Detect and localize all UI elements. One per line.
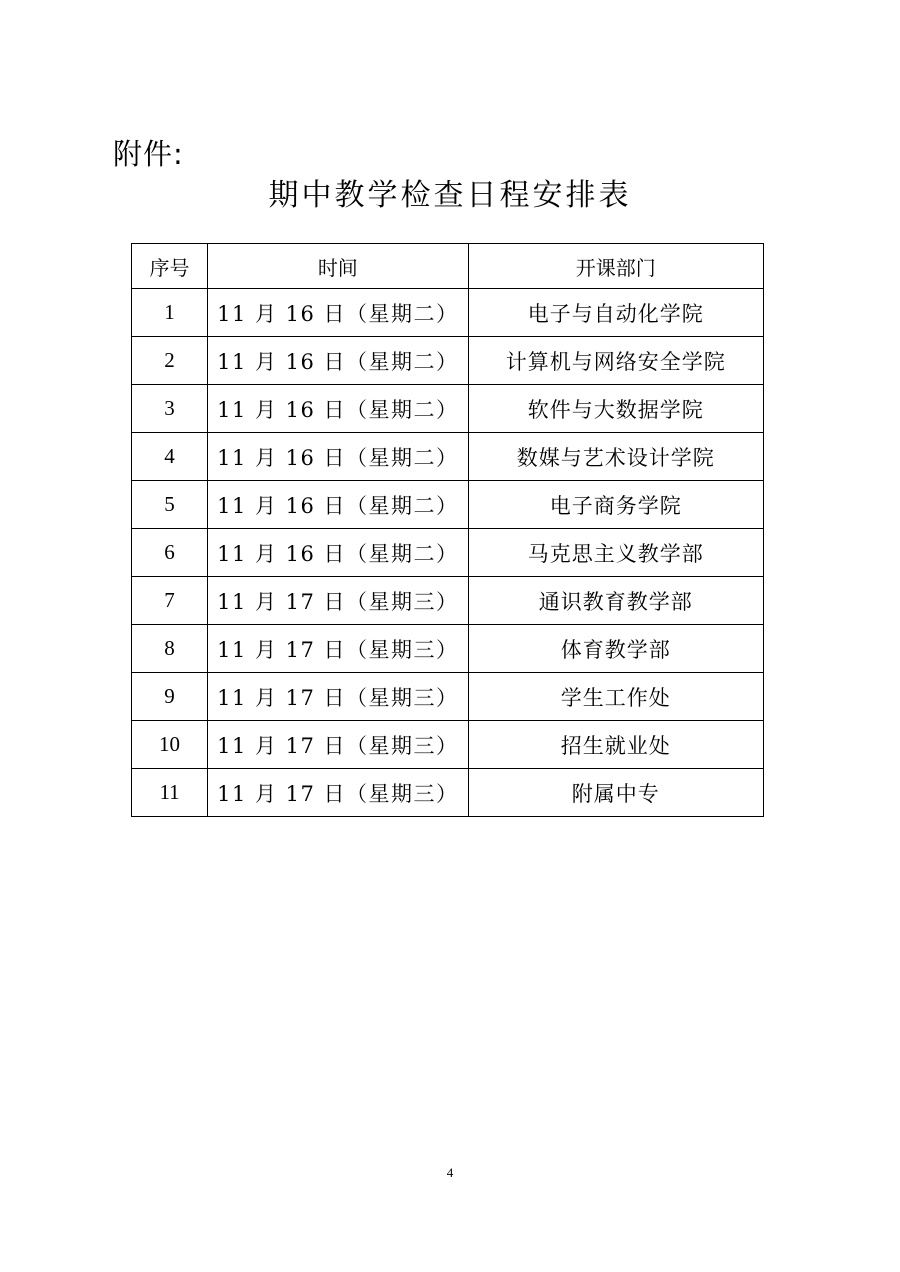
row-department: 计算机与网络安全学院	[468, 337, 763, 385]
row-no: 8	[132, 625, 208, 673]
row-time: 11 月 17 日（星期三）	[208, 721, 468, 769]
header-time: 时间	[208, 244, 468, 289]
table-header-row	[132, 244, 764, 289]
row-department: 数媒与艺术设计学院	[468, 433, 763, 481]
row-department: 软件与大数据学院	[468, 385, 763, 433]
table-row	[132, 289, 764, 337]
row-department: 电子商务学院	[468, 481, 763, 529]
table-row	[132, 673, 764, 721]
table-row	[132, 337, 764, 385]
table-row	[132, 433, 764, 481]
row-no: 4	[132, 433, 208, 481]
table-row	[132, 769, 764, 817]
row-time: 11 月 17 日（星期三）	[208, 577, 468, 625]
row-no: 7	[132, 577, 208, 625]
row-department: 招生就业处	[468, 721, 763, 769]
row-no: 2	[132, 337, 208, 385]
row-time: 11 月 16 日（星期二）	[208, 481, 468, 529]
row-department: 体育教学部	[468, 625, 763, 673]
row-no: 11	[132, 769, 208, 817]
row-time: 11 月 16 日（星期二）	[208, 385, 468, 433]
row-time: 11 月 16 日（星期二）	[208, 433, 468, 481]
table-row	[132, 529, 764, 577]
header-department: 开课部门	[468, 244, 763, 289]
document-title: 期中教学检查日程安排表	[268, 178, 632, 213]
page-number: 4	[446, 1165, 454, 1180]
row-no: 3	[132, 385, 208, 433]
row-no: 9	[132, 673, 208, 721]
attachment-label: 附件:	[113, 137, 184, 171]
row-time: 11 月 16 日（星期二）	[208, 337, 468, 385]
table-row	[132, 625, 764, 673]
row-no: 1	[132, 289, 208, 337]
header-no: 序号	[132, 244, 208, 289]
row-department: 马克思主义教学部	[468, 529, 763, 577]
table-row	[132, 577, 764, 625]
row-department: 学生工作处	[468, 673, 763, 721]
row-department: 电子与自动化学院	[468, 289, 763, 337]
row-no: 6	[132, 529, 208, 577]
table-row	[132, 385, 764, 433]
row-time: 11 月 17 日（星期三）	[208, 769, 468, 817]
row-time: 11 月 16 日（星期二）	[208, 289, 468, 337]
row-time: 11 月 17 日（星期三）	[208, 673, 468, 721]
row-department: 通识教育教学部	[468, 577, 763, 625]
table-row	[132, 721, 764, 769]
table-row	[132, 481, 764, 529]
row-no: 5	[132, 481, 208, 529]
schedule-table	[131, 243, 764, 817]
row-department: 附属中专	[468, 769, 763, 817]
row-no: 10	[132, 721, 208, 769]
row-time: 11 月 17 日（星期三）	[208, 625, 468, 673]
row-time: 11 月 16 日（星期二）	[208, 529, 468, 577]
